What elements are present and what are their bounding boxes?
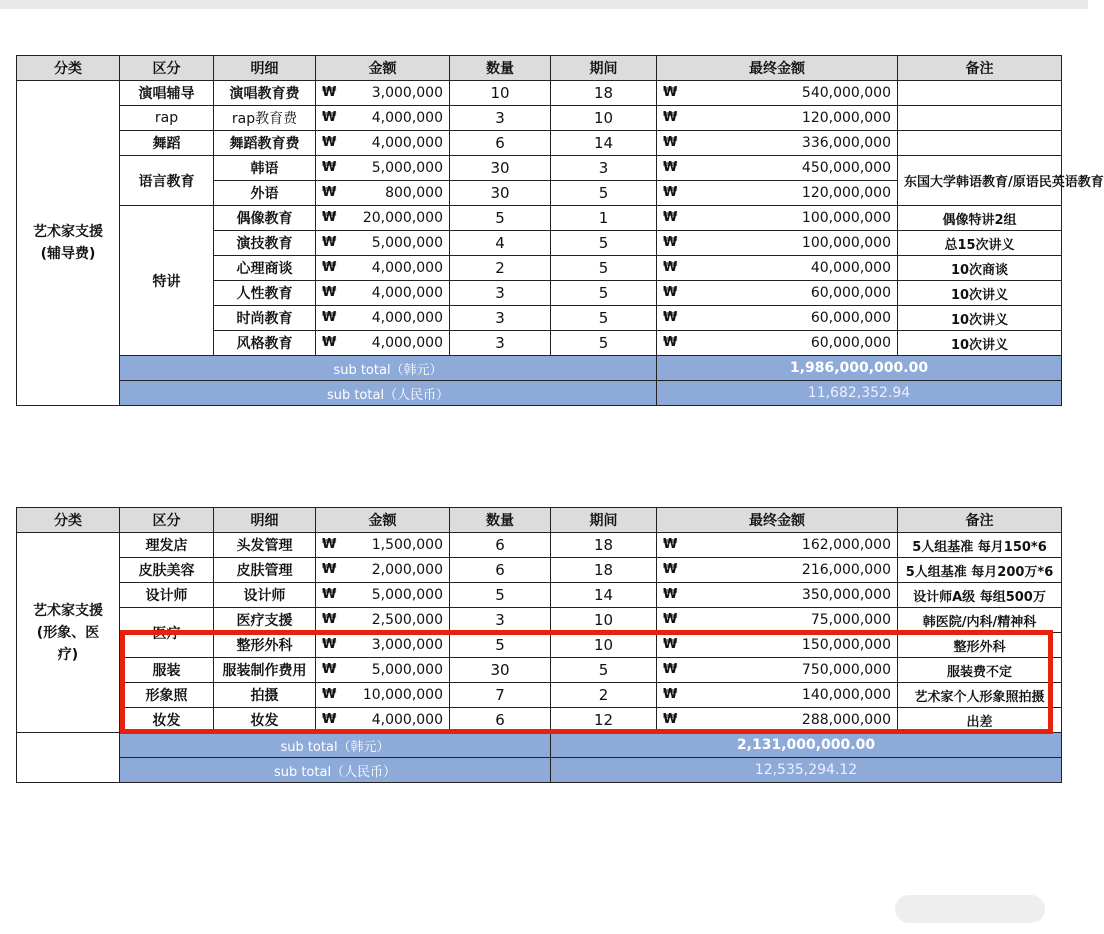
won-sign: ₩ [322,260,337,275]
detail-cell: 韩语 [214,156,316,181]
header-division: 区分 [120,508,214,533]
header-quantity: 数量 [450,56,551,81]
quantity-cell: 3 [450,106,551,131]
won-sign: ₩ [322,612,337,627]
detail-cell: 外语 [214,181,316,206]
final-amount-value: 40,000,000 [810,260,891,276]
amount-value: 2,000,000 [371,562,443,578]
table-row [17,81,1062,106]
quantity-cell: 7 [450,683,551,708]
header-period: 期间 [551,56,657,81]
period-cell: 5 [551,658,657,683]
note-cell: 10次讲义 [898,306,1062,331]
quantity-cell: 6 [450,533,551,558]
quantity-cell: 4 [450,231,551,256]
amount-cell [316,81,450,106]
detail-cell: 舞蹈教育费 [214,131,316,156]
won-sign: ₩ [322,185,337,200]
amount-cell [316,633,450,658]
detail-cell: 头发管理 [214,533,316,558]
note-cell: 5人组基准 每月150*6 [898,533,1062,558]
header-category: 分类 [17,508,120,533]
amount-value: 10,000,000 [362,687,443,703]
table-row [17,131,1062,156]
amount-cell [316,181,450,206]
period-cell: 3 [551,156,657,181]
period-cell: 5 [551,256,657,281]
note-cell [898,131,1062,156]
won-sign: ₩ [663,612,678,627]
subtotal-krw-value: 2,131,000,000.00 [551,733,1062,758]
amount-value: 4,000,000 [371,135,443,151]
final-amount-value: 540,000,000 [801,85,891,101]
detail-cell: 心理商谈 [214,256,316,281]
note-cell [898,81,1062,106]
budget-table-image-medical [16,507,1062,783]
amount-cell [316,206,450,231]
table-row [17,683,1062,708]
won-sign: ₩ [663,637,678,652]
header-amount: 金额 [316,508,450,533]
period-cell: 18 [551,81,657,106]
won-sign: ₩ [322,160,337,175]
amount-cell [316,683,450,708]
amount-cell [316,558,450,583]
amount-cell [316,658,450,683]
quantity-cell: 6 [450,708,551,733]
period-cell: 5 [551,231,657,256]
won-sign: ₩ [322,587,337,602]
period-cell: 10 [551,608,657,633]
amount-value: 3,000,000 [371,637,443,653]
quantity-cell: 30 [450,181,551,206]
subtotal-rmb-value: 11,682,352.94 [657,381,1062,406]
header-quantity: 数量 [450,508,551,533]
header-final-amount: 最终金额 [657,508,898,533]
category-cell [17,81,120,406]
header-final-amount: 最终金额 [657,56,898,81]
won-sign: ₩ [663,310,678,325]
subtotal-rmb-label: sub total（人民币） [120,381,657,406]
quantity-cell: 3 [450,281,551,306]
detail-cell: 皮肤管理 [214,558,316,583]
note-cell [898,106,1062,131]
detail-cell: 服装制作费用 [214,658,316,683]
detail-cell: 设计师 [214,583,316,608]
period-cell: 10 [551,106,657,131]
quantity-cell: 6 [450,558,551,583]
won-sign: ₩ [663,235,678,250]
amount-value: 800,000 [385,185,443,201]
quantity-cell: 10 [450,81,551,106]
division-cell: 医疗 [120,608,214,658]
period-cell: 14 [551,131,657,156]
category-line: 艺术家支援 [33,224,103,240]
amount-value: 20,000,000 [362,210,443,226]
final-amount-cell [657,256,898,281]
amount-cell [316,608,450,633]
won-sign: ₩ [322,210,337,225]
header-period: 期间 [551,508,657,533]
division-cell: 形象照 [120,683,214,708]
table-row [17,658,1062,683]
won-sign: ₩ [663,687,678,702]
detail-cell: 时尚教育 [214,306,316,331]
subtotal-row-krw [17,733,1062,758]
amount-cell [316,281,450,306]
subtotal-row-rmb [17,758,1062,783]
won-sign: ₩ [322,712,337,727]
won-sign: ₩ [322,110,337,125]
won-sign: ₩ [663,185,678,200]
quantity-cell: 3 [450,331,551,356]
division-cell: 服装 [120,658,214,683]
won-sign: ₩ [663,662,678,677]
header-amount: 金额 [316,56,450,81]
amount-value: 4,000,000 [371,285,443,301]
quantity-cell: 30 [450,156,551,181]
division-cell: 理发店 [120,533,214,558]
won-sign: ₩ [663,537,678,552]
final-amount-value: 75,000,000 [810,612,891,628]
final-amount-value: 150,000,000 [801,637,891,653]
final-amount-cell [657,708,898,733]
period-cell: 2 [551,683,657,708]
final-amount-cell [657,533,898,558]
final-amount-value: 450,000,000 [801,160,891,176]
won-sign: ₩ [663,210,678,225]
quantity-cell: 5 [450,583,551,608]
subtotal-krw-value: 1,986,000,000.00 [657,356,1062,381]
won-sign: ₩ [663,260,678,275]
final-amount-cell [657,106,898,131]
table-row [17,156,1062,181]
amount-cell [316,708,450,733]
header-note: 备注 [898,56,1062,81]
won-sign: ₩ [322,235,337,250]
table-row [17,106,1062,131]
amount-value: 3,000,000 [371,85,443,101]
category-cell [17,533,120,733]
period-cell: 5 [551,306,657,331]
final-amount-cell [657,658,898,683]
final-amount-value: 288,000,000 [801,712,891,728]
subtotal-row-rmb [17,381,1062,406]
division-cell: 演唱辅导 [120,81,214,106]
period-cell: 18 [551,533,657,558]
watermark-blur [895,895,1045,923]
final-amount-value: 162,000,000 [801,537,891,553]
detail-cell: 整形外科 [214,633,316,658]
final-amount-cell [657,683,898,708]
top-bar [0,0,1088,9]
table-row [17,608,1062,633]
amount-value: 4,000,000 [371,712,443,728]
period-cell: 1 [551,206,657,231]
header-detail: 明细 [214,508,316,533]
final-amount-value: 100,000,000 [801,210,891,226]
final-amount-cell [657,583,898,608]
final-amount-value: 350,000,000 [801,587,891,603]
detail-cell: 拍摄 [214,683,316,708]
final-amount-cell [657,633,898,658]
note-cell: 5人组基准 每月200万*6 [898,558,1062,583]
subtotal-rmb-label: sub total（人民币） [120,758,551,783]
division-cell: 特讲 [120,206,214,356]
header-division: 区分 [120,56,214,81]
final-amount-value: 216,000,000 [801,562,891,578]
detail-cell: rap教育费 [214,106,316,131]
final-amount-cell [657,331,898,356]
final-amount-value: 60,000,000 [810,310,891,326]
category-line: (辅导费) [40,246,96,262]
won-sign: ₩ [322,310,337,325]
won-sign: ₩ [663,160,678,175]
final-amount-cell [657,131,898,156]
note-cell: 10次讲义 [898,281,1062,306]
final-amount-value: 336,000,000 [801,135,891,151]
won-sign: ₩ [663,712,678,727]
final-amount-value: 140,000,000 [801,687,891,703]
note-cell: 艺术家个人形象照拍摄 [898,683,1062,708]
won-sign: ₩ [322,285,337,300]
won-sign: ₩ [663,85,678,100]
quantity-cell: 5 [450,206,551,231]
amount-value: 5,000,000 [371,662,443,678]
subtotal-krw-label: sub total（韩元） [120,733,551,758]
final-amount-cell [657,181,898,206]
detail-cell: 风格教育 [214,331,316,356]
final-amount-cell [657,306,898,331]
period-cell: 5 [551,331,657,356]
category-line: 疗) [57,646,79,663]
period-cell: 5 [551,181,657,206]
note-cell: 10次商谈 [898,256,1062,281]
note-cell: 服装费不定 [898,658,1062,683]
header-category: 分类 [17,56,120,81]
detail-cell: 演技教育 [214,231,316,256]
division-cell: 设计师 [120,583,214,608]
detail-cell: 人性教育 [214,281,316,306]
amount-value: 5,000,000 [371,160,443,176]
subtotal-rmb-value: 12,535,294.12 [551,758,1062,783]
final-amount-value: 60,000,000 [810,335,891,351]
note-cell: 整形外科 [898,633,1062,658]
category-line: 艺术家支援 [33,602,103,619]
won-sign: ₩ [663,335,678,350]
final-amount-cell [657,81,898,106]
final-amount-value: 120,000,000 [801,185,891,201]
amount-value: 1,500,000 [371,537,443,553]
amount-value: 4,000,000 [371,335,443,351]
note-cell: 10次讲义 [898,331,1062,356]
table-row [17,708,1062,733]
note-cell: 偶像特讲2组 [898,206,1062,231]
header-note: 备注 [898,508,1062,533]
quantity-cell: 6 [450,131,551,156]
quantity-cell: 30 [450,658,551,683]
note-cell: 总15次讲义 [898,231,1062,256]
division-cell: 皮肤美容 [120,558,214,583]
note-cell: 出差 [898,708,1062,733]
final-amount-value: 60,000,000 [810,285,891,301]
final-amount-value: 120,000,000 [801,110,891,126]
detail-cell: 偶像教育 [214,206,316,231]
amount-cell [316,533,450,558]
final-amount-cell [657,156,898,181]
won-sign: ₩ [322,537,337,552]
division-cell: 舞蹈 [120,131,214,156]
blank-cell [17,733,120,758]
quantity-cell: 3 [450,306,551,331]
subtotal-row-krw [17,356,1062,381]
subtotal-krw-label: sub total（韩元） [120,356,657,381]
detail-cell: 演唱教育费 [214,81,316,106]
won-sign: ₩ [322,85,337,100]
amount-cell [316,156,450,181]
won-sign: ₩ [663,587,678,602]
amount-cell [316,131,450,156]
won-sign: ₩ [322,637,337,652]
final-amount-cell [657,206,898,231]
detail-cell: 医疗支援 [214,608,316,633]
note-cell: 韩医院/内科/精神科 [898,608,1062,633]
amount-cell [316,231,450,256]
amount-cell [316,583,450,608]
amount-cell [316,106,450,131]
quantity-cell: 2 [450,256,551,281]
amount-cell [316,256,450,281]
table-row [17,558,1062,583]
note-cell: 设计师A级 每组500万 [898,583,1062,608]
header-row [17,508,1062,533]
amount-cell [316,306,450,331]
table-row [17,533,1062,558]
final-amount-cell [657,231,898,256]
amount-value: 4,000,000 [371,260,443,276]
period-cell: 14 [551,583,657,608]
division-cell: 妆发 [120,708,214,733]
amount-cell [316,331,450,356]
amount-value: 5,000,000 [371,587,443,603]
won-sign: ₩ [322,562,337,577]
final-amount-value: 100,000,000 [801,235,891,251]
period-cell: 12 [551,708,657,733]
table-row [17,206,1062,231]
period-cell: 5 [551,281,657,306]
won-sign: ₩ [322,335,337,350]
final-amount-value: 750,000,000 [801,662,891,678]
blank-cell [17,758,120,783]
division-cell: rap [120,106,214,131]
won-sign: ₩ [663,135,678,150]
budget-table-coaching [16,55,1104,406]
header-row [17,56,1062,81]
amount-value: 4,000,000 [371,110,443,126]
detail-cell: 妆发 [214,708,316,733]
won-sign: ₩ [322,662,337,677]
quantity-cell: 3 [450,608,551,633]
won-sign: ₩ [663,562,678,577]
final-amount-cell [657,608,898,633]
final-amount-cell [657,281,898,306]
won-sign: ₩ [322,135,337,150]
quantity-cell: 5 [450,633,551,658]
division-cell: 语言教育 [120,156,214,206]
final-amount-cell [657,558,898,583]
table-row [17,583,1062,608]
amount-value: 2,500,000 [371,612,443,628]
header-detail: 明细 [214,56,316,81]
won-sign: ₩ [663,285,678,300]
amount-value: 5,000,000 [371,235,443,251]
period-cell: 10 [551,633,657,658]
won-sign: ₩ [322,687,337,702]
category-line: (形象、医 [36,624,100,641]
won-sign: ₩ [663,110,678,125]
amount-value: 4,000,000 [371,310,443,326]
period-cell: 18 [551,558,657,583]
note-cell: 东国大学韩语教育/原语民英语教育 [898,156,1062,206]
